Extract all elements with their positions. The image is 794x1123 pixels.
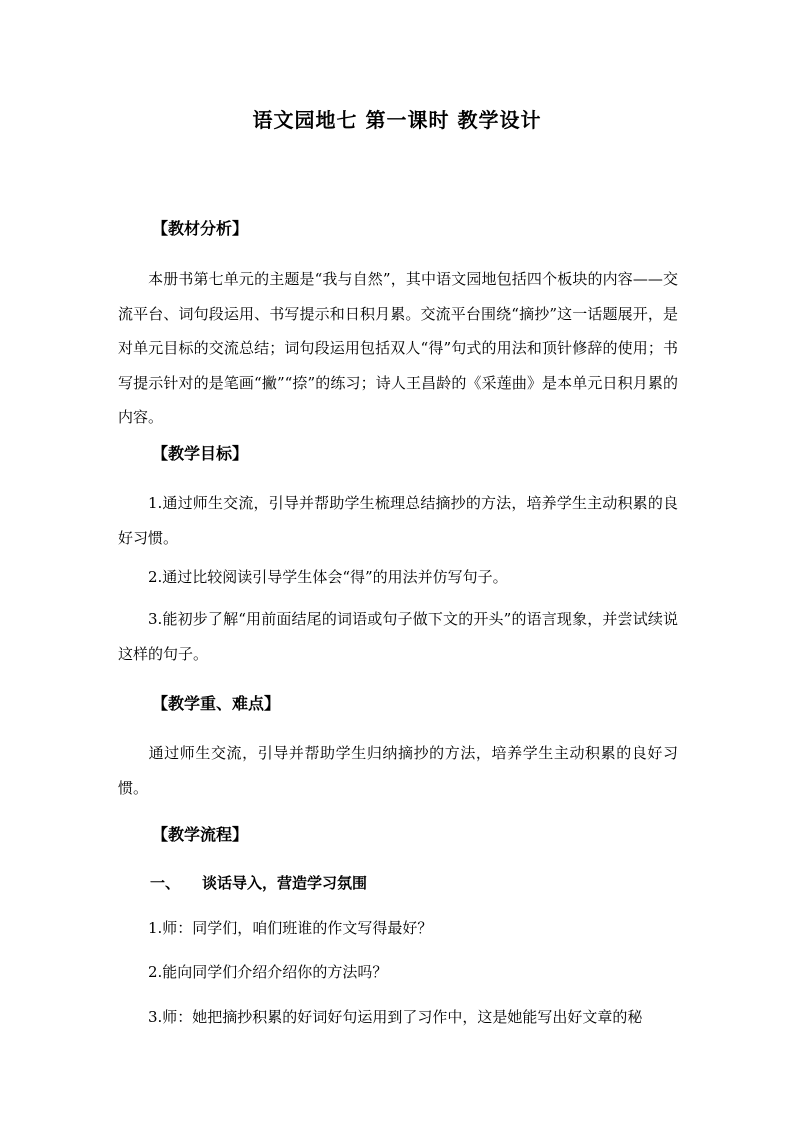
goal-item-1	[118, 486, 678, 555]
heading-process: 【教学流程】	[152, 825, 249, 844]
paragraph-analysis	[118, 262, 678, 435]
goal-item-1-text: 1.通过师生交流，引导并帮助学生梳理总结摘抄的方法，培养学生主动积累的良好习惯。	[118, 494, 678, 547]
goal-item-3-text: 3.能初步了解“用前面结尾的词语或句子做下文的开头”的语言现象，并尝试续说这样的句子。	[118, 610, 678, 663]
heading-analysis: 【教材分析】	[152, 219, 249, 238]
process-step-1	[150, 872, 367, 893]
goal-item-2: 2.通过比较阅读引导学生体会“得”的用法并仿写句子。	[148, 568, 508, 586]
paragraph-key-points-text: 通过师生交流，引导并帮助学生归纳摘抄的方法，培养学生主动积累的良好习惯。	[118, 744, 678, 797]
process-step-1-title: 谈话导入，营造学习氛围	[202, 874, 368, 892]
process-line-3: 3.师：她把摘抄积累的好词好句运用到了习作中，这是她能写出好文章的秘	[148, 1008, 643, 1026]
page-title: 语文园地七 第一课时 教学设计	[252, 108, 542, 132]
heading-key-points: 【教学重、难点】	[152, 694, 281, 713]
heading-goals: 【教学目标】	[152, 444, 249, 463]
process-line-1: 1.师：同学们，咱们班谁的作文写得最好？	[148, 919, 433, 937]
paragraph-analysis-text: 本册书第七单元的主题是“我与自然”，其中语文园地包括四个板块的内容——交流平台、词句段运用、书写提示和日积月累。交流平台围绕“摘抄”这一话题展开，是对单元目标的交流总结；词句段运用包括双人“得”句式的用法和顶针修辞的使用；书写提示针对的是笔画“撇”“捺”的练习；诗人王昌龄的《采莲曲》是本单元日积月累的内容。	[118, 270, 678, 426]
paragraph-key-points	[118, 736, 678, 805]
process-step-1-number: 一、	[150, 874, 181, 892]
process-line-2: 2.能向同学们介绍介绍你的方法吗？	[148, 963, 388, 981]
goal-item-3	[118, 602, 678, 671]
